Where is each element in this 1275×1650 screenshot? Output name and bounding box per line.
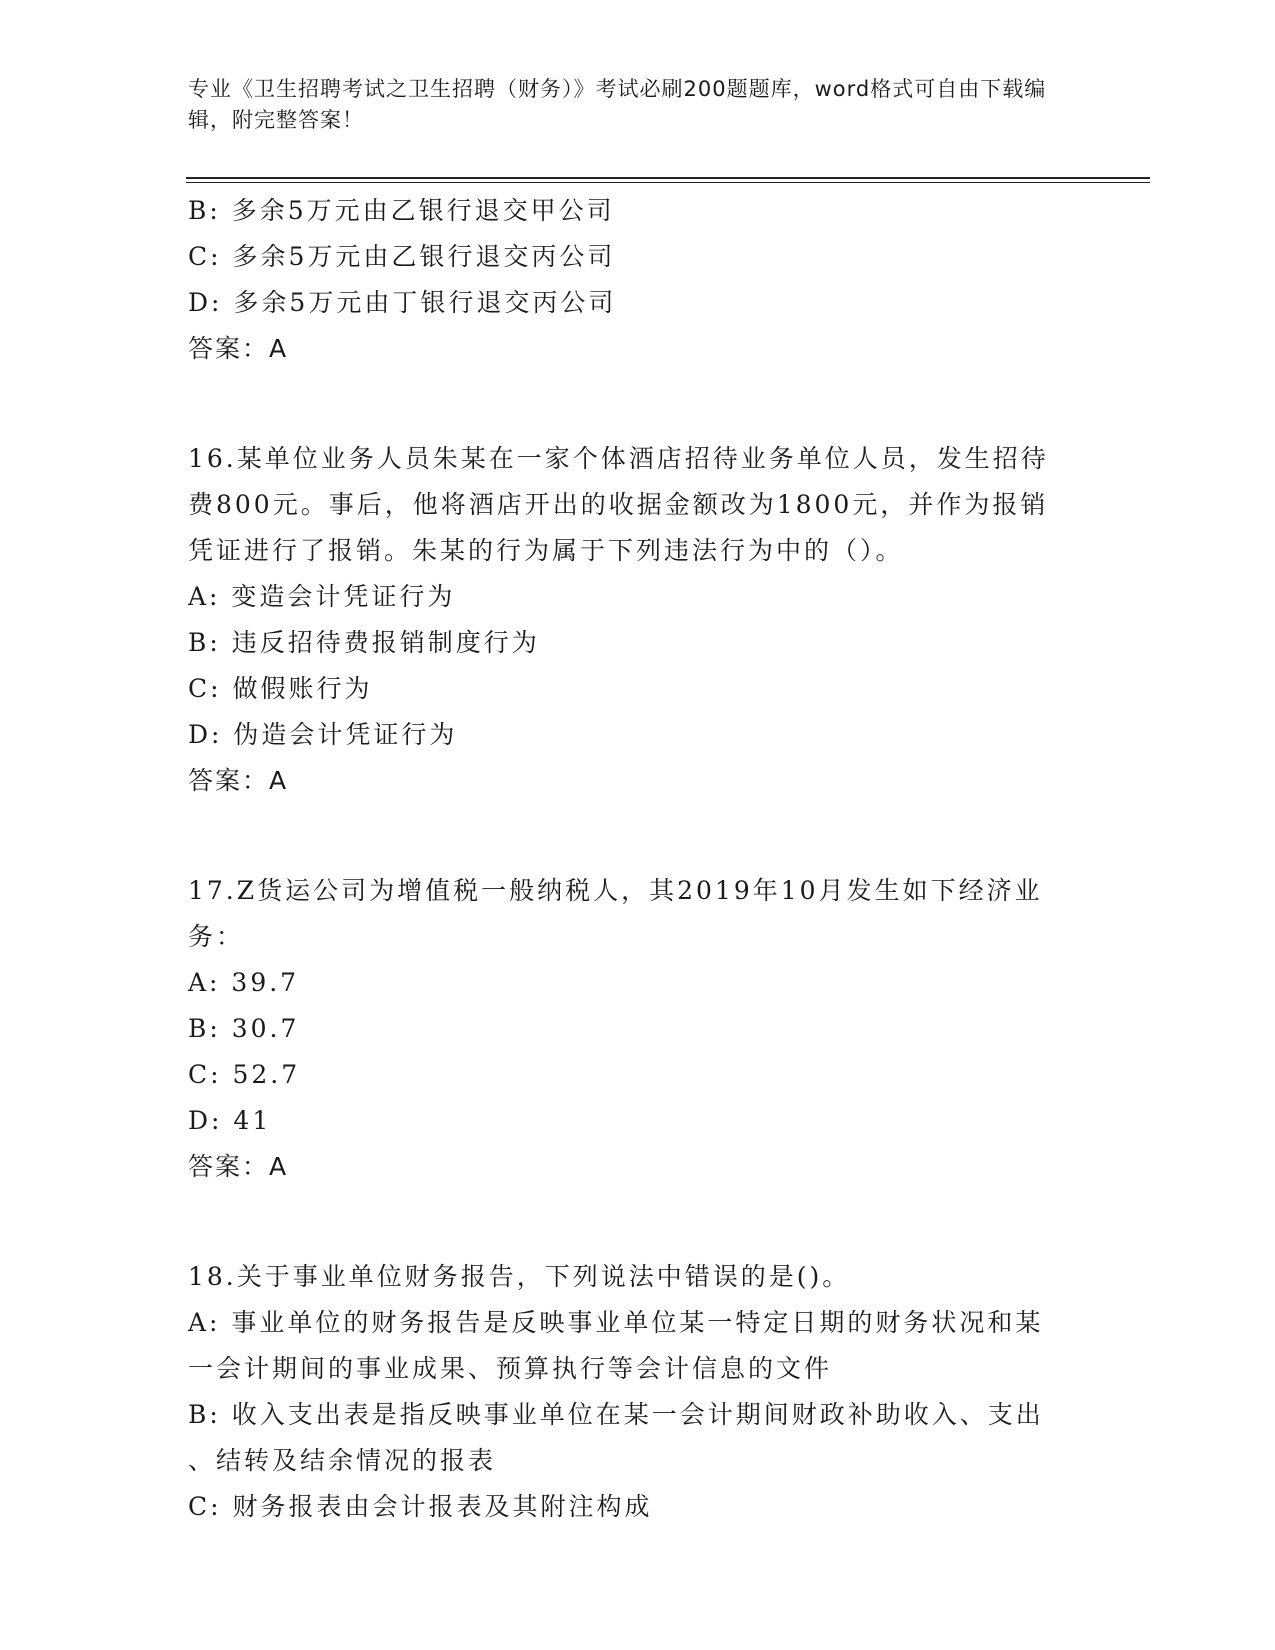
question-17: [188, 868, 1088, 1190]
question-stem-line: 凭证进行了报销。朱某的行为属于下列违法行为中的（）。: [188, 536, 904, 565]
answer-label: 答案：A: [188, 334, 289, 363]
option-a: A: 变造会计凭证行为: [188, 582, 456, 611]
question-16: [188, 436, 1088, 804]
option-b: B: 违反招待费报销制度行为: [188, 628, 540, 657]
option-c-line: C: 财务报表由会计报表及其附注构成: [188, 1492, 653, 1521]
question-stem-line: 16.某单位业务人员朱某在一家个体酒店招待业务单位人员，发生招待: [188, 444, 1049, 473]
option-c: C: 做假账行为: [188, 674, 373, 703]
option-d: D: 伪造会计凭证行为: [188, 720, 458, 749]
question-18: [188, 1254, 1088, 1530]
option-c: C: 52.7: [188, 1060, 301, 1089]
option-b-line: 、结转及结余情况的报表: [188, 1446, 497, 1475]
header-divider: [186, 177, 1150, 183]
option-d: D: 多余5万元由丁银行退交丙公司: [188, 288, 617, 317]
previous-question-block: [188, 188, 1088, 372]
question-stem-line: 18.关于事业单位财务报告，下列说法中错误的是()。: [188, 1262, 851, 1291]
question-stem-line: 费800元。事后，他将酒店开出的收据金额改为1800元，并作为报销: [188, 490, 1049, 519]
option-a-line: 一会计期间的事业成果、预算执行等会计信息的文件: [188, 1354, 833, 1383]
option-b: B: 30.7: [188, 1014, 300, 1043]
answer-label: 答案：A: [188, 766, 289, 795]
page-header: [188, 74, 1068, 136]
option-b: B: 多余5万元由乙银行退交甲公司: [188, 196, 615, 225]
option-a: A: 39.7: [188, 968, 300, 997]
question-content: [188, 188, 1088, 1530]
option-a-line: A: 事业单位的财务报告是反映事业单位某一特定日期的财务状况和某: [188, 1308, 1044, 1337]
question-stem-line: 17.Z货运公司为增值税一般纳税人，其2019年10月发生如下经济业: [188, 876, 1043, 905]
question-stem-line: 务：: [188, 922, 245, 951]
answer-label: 答案：A: [188, 1152, 289, 1181]
option-d: D: 41: [188, 1106, 272, 1135]
document-title: 专业《卫生招聘考试之卫生招聘（财务）》考试必刷200题题库，word格式可自由下载编辑，附完整答案！: [188, 77, 1047, 132]
option-b-line: B: 收入支出表是指反映事业单位在某一会计期间财政补助收入、支出: [188, 1400, 1044, 1429]
option-c: C: 多余5万元由乙银行退交丙公司: [188, 242, 616, 271]
